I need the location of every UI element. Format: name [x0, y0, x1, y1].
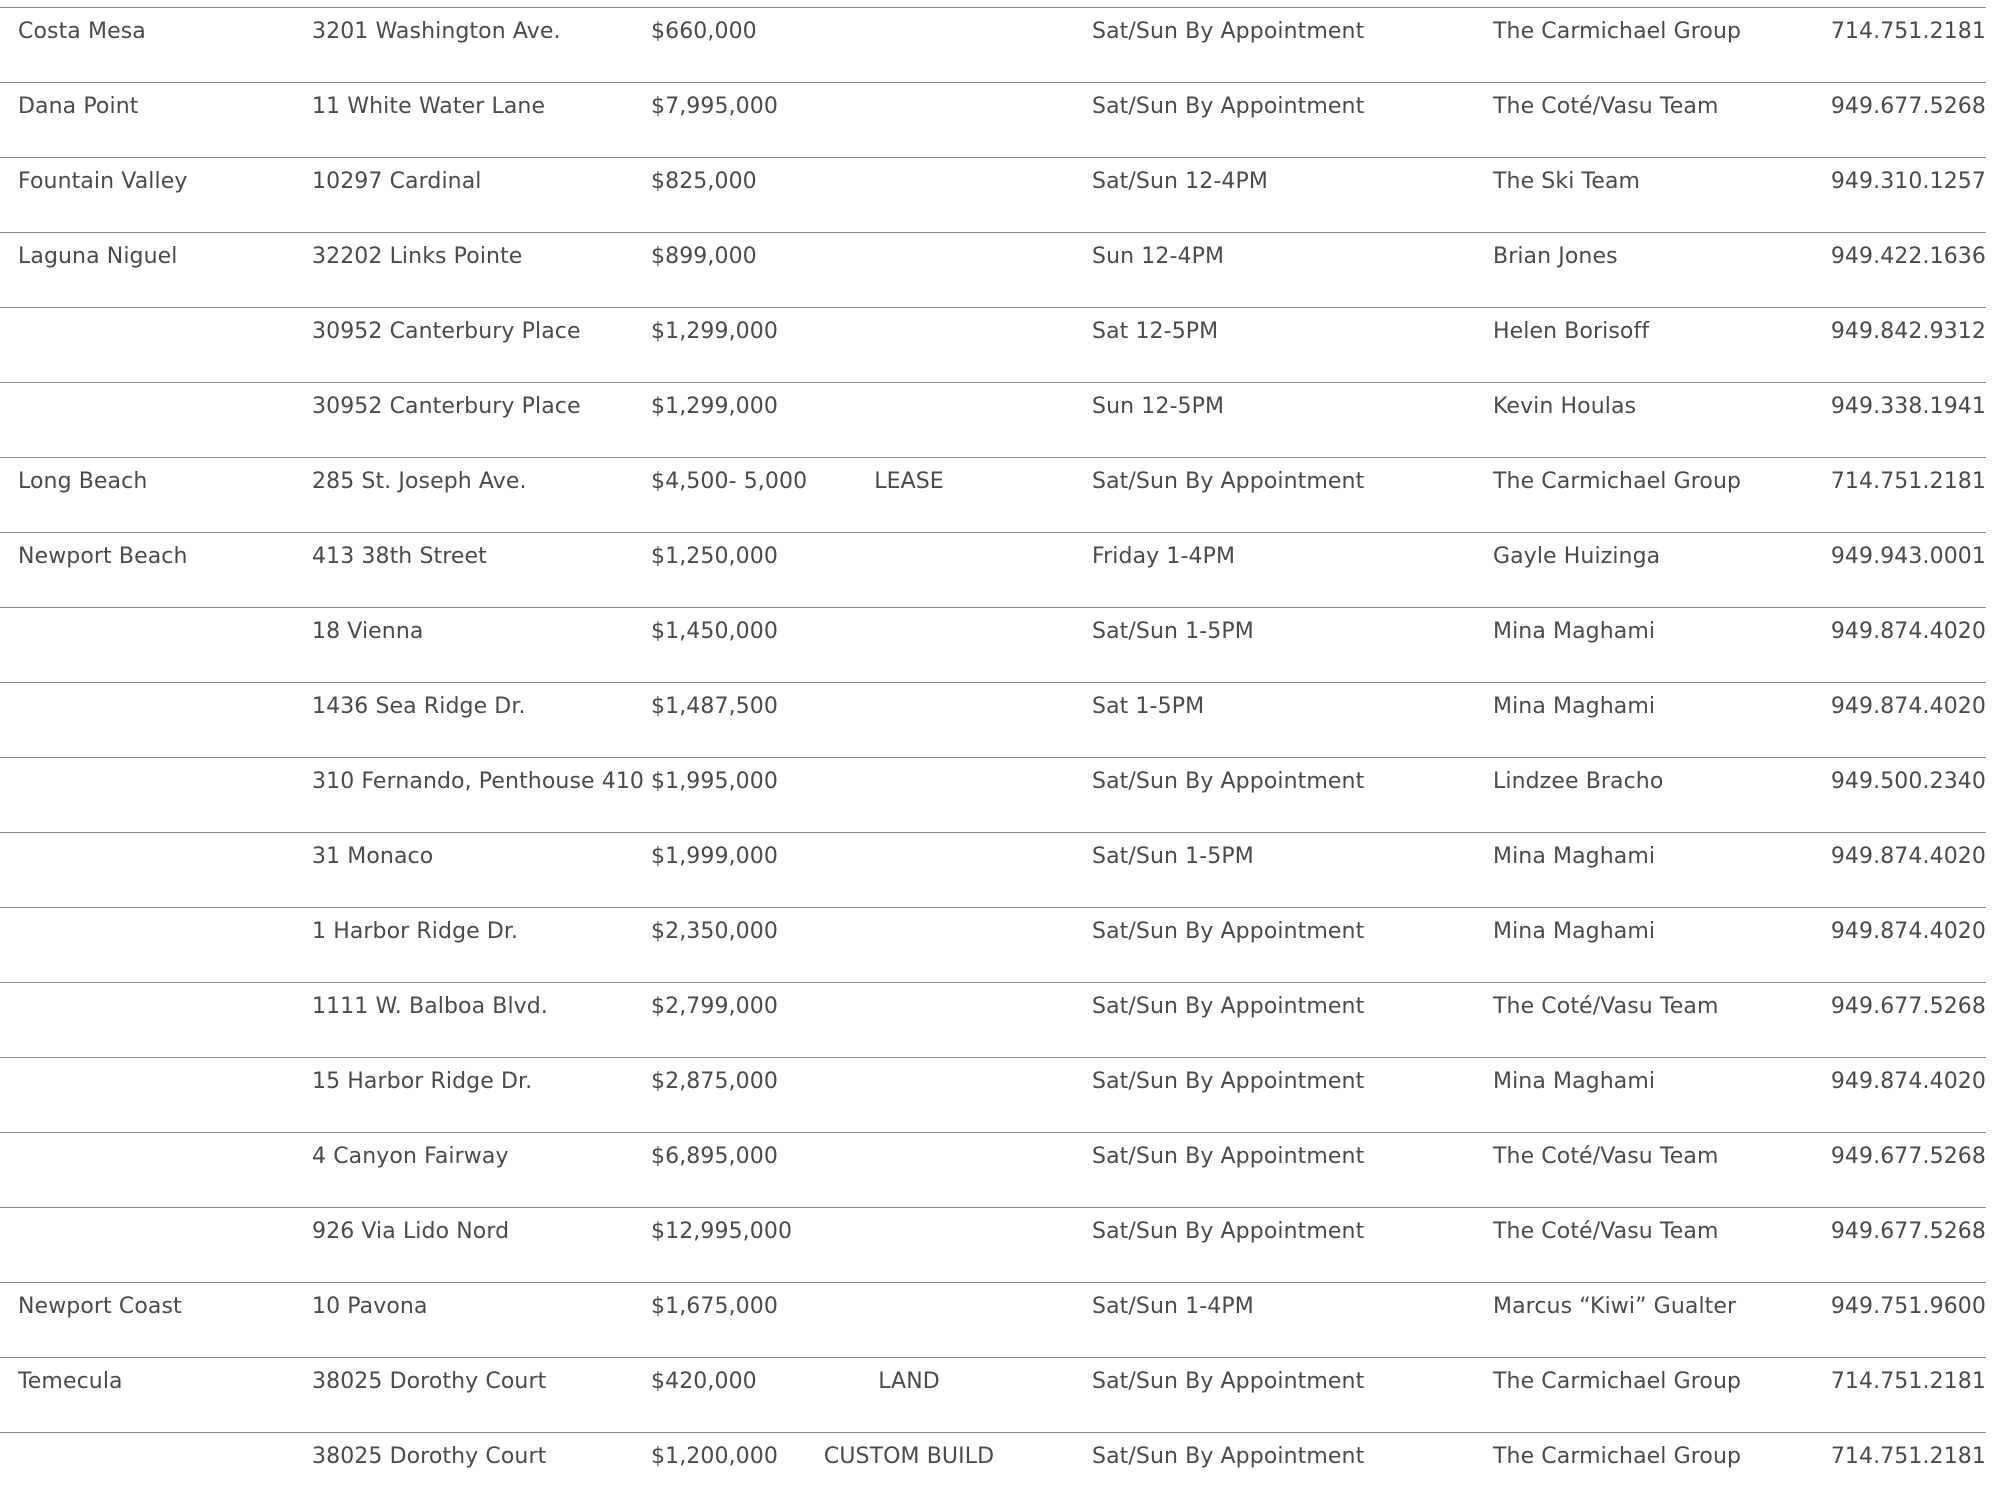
listing-price: $1,200,000	[651, 1444, 778, 1469]
listing-phone: 949.874.4020	[1830, 1069, 1986, 1094]
listing-open-house-hours: Sat/Sun By Appointment	[1092, 469, 1365, 494]
listing-agent: The Carmichael Group	[1493, 19, 1742, 44]
listing-type: CUSTOM BUILD	[823, 1444, 995, 1469]
listing-city: Newport Coast	[18, 1294, 182, 1319]
listing-phone: 714.751.2181	[1830, 1369, 1986, 1394]
listing-price: $6,895,000	[651, 1144, 778, 1169]
listing-address: 285 St. Joseph Ave.	[312, 469, 527, 494]
listing-agent: Mina Maghami	[1493, 1069, 1656, 1094]
listing-address: 3201 Washington Ave.	[312, 19, 561, 44]
table-row	[0, 532, 1986, 607]
listing-open-house-hours: Sat/Sun 1-5PM	[1092, 844, 1254, 869]
table-row	[0, 1432, 1986, 1507]
listing-city: Laguna Niguel	[18, 244, 178, 269]
listing-price: $2,799,000	[651, 994, 778, 1019]
listing-address: 413 38th Street	[312, 544, 487, 569]
listing-price: $7,995,000	[651, 94, 778, 119]
listing-price: $1,450,000	[651, 619, 778, 644]
listing-city: Newport Beach	[18, 544, 188, 569]
listing-address: 38025 Dorothy Court	[312, 1444, 547, 1469]
listing-phone: 949.677.5268	[1830, 1219, 1986, 1244]
table-row	[0, 232, 1986, 307]
listing-agent: Gayle Huizinga	[1493, 544, 1661, 569]
listing-agent: Mina Maghami	[1493, 694, 1656, 719]
table-row	[0, 682, 1986, 757]
listing-phone: 949.338.1941	[1830, 394, 1986, 419]
table-row	[0, 1057, 1986, 1132]
listing-open-house-hours: Sat/Sun 1-4PM	[1092, 1294, 1254, 1319]
listing-price: $1,299,000	[651, 319, 778, 344]
listing-type: LAND	[878, 1369, 940, 1394]
listing-address: 31 Monaco	[312, 844, 434, 869]
table-row	[0, 7, 1986, 82]
listing-phone: 949.874.4020	[1830, 919, 1986, 944]
listing-price: $1,250,000	[651, 544, 778, 569]
listing-address: 1 Harbor Ridge Dr.	[312, 919, 519, 944]
listing-price: $2,875,000	[651, 1069, 778, 1094]
listing-open-house-hours: Sat/Sun By Appointment	[1092, 769, 1365, 794]
listing-agent: Mina Maghami	[1493, 919, 1656, 944]
listing-open-house-hours: Sat/Sun 1-5PM	[1092, 619, 1254, 644]
table-row	[0, 1132, 1986, 1207]
listing-price: $4,500- 5,000	[651, 469, 808, 494]
listing-phone: 949.874.4020	[1830, 694, 1986, 719]
listing-address: 30952 Canterbury Place	[312, 394, 581, 419]
listing-agent: Marcus “Kiwi” Gualter	[1493, 1294, 1737, 1319]
listing-phone: 949.842.9312	[1830, 319, 1986, 344]
listing-city: Costa Mesa	[18, 19, 146, 44]
listing-address: 10297 Cardinal	[312, 169, 482, 194]
listing-price: $1,999,000	[651, 844, 778, 869]
listing-open-house-hours: Sat/Sun By Appointment	[1092, 1219, 1365, 1244]
listing-open-house-hours: Sat/Sun By Appointment	[1092, 994, 1365, 1019]
listing-agent: The Coté/Vasu Team	[1493, 1144, 1719, 1169]
listing-city: Fountain Valley	[18, 169, 188, 194]
listing-agent: Lindzee Bracho	[1493, 769, 1664, 794]
listing-phone: 949.874.4020	[1830, 844, 1986, 869]
listing-city: Long Beach	[18, 469, 148, 494]
listing-price: $2,350,000	[651, 919, 778, 944]
table-row	[0, 1357, 1986, 1432]
listing-type: LEASE	[874, 469, 944, 494]
listing-open-house-hours: Friday 1-4PM	[1092, 544, 1236, 569]
listing-phone: 949.677.5268	[1830, 994, 1986, 1019]
listing-phone: 949.677.5268	[1830, 94, 1986, 119]
listing-agent: The Carmichael Group	[1493, 1444, 1742, 1469]
listing-open-house-hours: Sat/Sun By Appointment	[1092, 19, 1365, 44]
listing-address: 11 White Water Lane	[312, 94, 546, 119]
listing-open-house-hours: Sun 12-4PM	[1092, 244, 1225, 269]
listing-phone: 714.751.2181	[1830, 469, 1986, 494]
listing-open-house-hours: Sat 12-5PM	[1092, 319, 1219, 344]
table-row	[0, 907, 1986, 982]
listing-agent: Mina Maghami	[1493, 619, 1656, 644]
table-row	[0, 607, 1986, 682]
table-row	[0, 757, 1986, 832]
listing-open-house-hours: Sun 12-5PM	[1092, 394, 1225, 419]
listing-phone: 949.943.0001	[1830, 544, 1986, 569]
table-row	[0, 982, 1986, 1057]
listing-open-house-hours: Sat/Sun By Appointment	[1092, 1069, 1365, 1094]
listing-city: Dana Point	[18, 94, 139, 119]
listing-phone: 949.422.1636	[1830, 244, 1986, 269]
listing-open-house-hours: Sat/Sun By Appointment	[1092, 1369, 1365, 1394]
listing-city: Temecula	[18, 1369, 123, 1394]
table-row	[0, 457, 1986, 532]
listing-address: 15 Harbor Ridge Dr.	[312, 1069, 533, 1094]
listing-open-house-hours: Sat/Sun 12-4PM	[1092, 169, 1268, 194]
listing-phone: 949.310.1257	[1830, 169, 1986, 194]
table-row	[0, 382, 1986, 457]
listing-agent: Kevin Houlas	[1493, 394, 1637, 419]
listing-price: $1,675,000	[651, 1294, 778, 1319]
listing-agent: The Coté/Vasu Team	[1493, 1219, 1719, 1244]
listing-address: 1111 W. Balboa Blvd.	[312, 994, 548, 1019]
listing-address: 38025 Dorothy Court	[312, 1369, 547, 1394]
listing-address: 18 Vienna	[312, 619, 424, 644]
table-row	[0, 1207, 1986, 1282]
listing-phone: 949.751.9600	[1830, 1294, 1986, 1319]
listing-phone: 949.874.4020	[1830, 619, 1986, 644]
listing-agent: Helen Borisoff	[1493, 319, 1650, 344]
open-house-listings-table	[0, 7, 1986, 1507]
listing-phone: 949.500.2340	[1830, 769, 1986, 794]
listing-agent: The Coté/Vasu Team	[1493, 94, 1719, 119]
listing-open-house-hours: Sat 1-5PM	[1092, 694, 1205, 719]
table-row	[0, 832, 1986, 907]
listing-price: $1,299,000	[651, 394, 778, 419]
listing-price: $1,995,000	[651, 769, 778, 794]
listing-agent: Mina Maghami	[1493, 844, 1656, 869]
table-row	[0, 307, 1986, 382]
listing-price: $12,995,000	[651, 1219, 793, 1244]
listing-open-house-hours: Sat/Sun By Appointment	[1092, 919, 1365, 944]
listing-address: 4 Canyon Fairway	[312, 1144, 509, 1169]
listing-price: $420,000	[651, 1369, 757, 1394]
table-row	[0, 82, 1986, 157]
listing-phone: 714.751.2181	[1830, 1444, 1986, 1469]
listing-price: $825,000	[651, 169, 757, 194]
listing-price: $1,487,500	[651, 694, 778, 719]
listing-open-house-hours: Sat/Sun By Appointment	[1092, 94, 1365, 119]
listing-address: 32202 Links Pointe	[312, 244, 523, 269]
listing-price: $660,000	[651, 19, 757, 44]
listing-phone: 949.677.5268	[1830, 1144, 1986, 1169]
listing-agent: Brian Jones	[1493, 244, 1618, 269]
listing-phone: 714.751.2181	[1830, 19, 1986, 44]
listing-address: 310 Fernando, Penthouse 410	[312, 769, 645, 794]
listing-price: $899,000	[651, 244, 757, 269]
listing-open-house-hours: Sat/Sun By Appointment	[1092, 1444, 1365, 1469]
listing-address: 926 Via Lido Nord	[312, 1219, 510, 1244]
listing-agent: The Carmichael Group	[1493, 469, 1742, 494]
listing-agent: The Carmichael Group	[1493, 1369, 1742, 1394]
listing-address: 10 Pavona	[312, 1294, 428, 1319]
listing-open-house-hours: Sat/Sun By Appointment	[1092, 1144, 1365, 1169]
listing-address: 30952 Canterbury Place	[312, 319, 581, 344]
listing-agent: The Coté/Vasu Team	[1493, 994, 1719, 1019]
listing-agent: The Ski Team	[1493, 169, 1641, 194]
listing-address: 1436 Sea Ridge Dr.	[312, 694, 526, 719]
table-row	[0, 157, 1986, 232]
table-row	[0, 1282, 1986, 1357]
